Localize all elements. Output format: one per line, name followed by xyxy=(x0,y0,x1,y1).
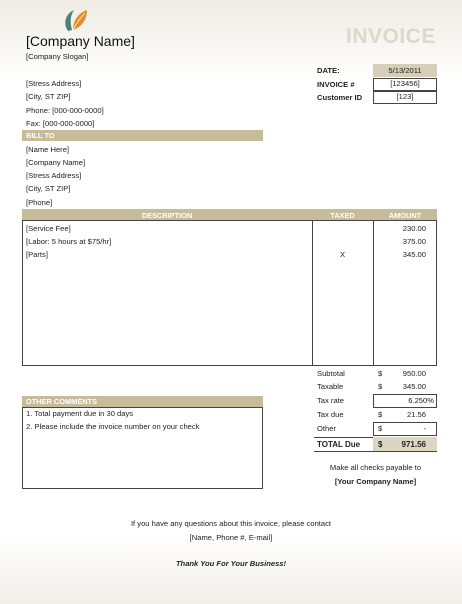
date-value: 5/13/2011 xyxy=(373,64,437,77)
bill-to-line: [Company Name] xyxy=(26,158,86,167)
footer-thanks: Thank You For Your Business! xyxy=(175,559,287,568)
column-divider xyxy=(312,220,313,366)
subtotal-currency: $ xyxy=(378,369,383,378)
other-value: - xyxy=(423,424,426,433)
company-phone: Phone: [000-000-0000] xyxy=(26,106,104,115)
other-comments-box xyxy=(22,407,263,489)
subtotal-value: 950.00 xyxy=(402,369,426,378)
invoice-number-label: INVOICE # xyxy=(317,80,355,89)
other-label: Other xyxy=(317,424,336,433)
bill-to-line: [City, ST ZIP] xyxy=(26,184,71,193)
total-due-label: TOTAL Due xyxy=(317,440,361,449)
item-amount: 345.00 xyxy=(402,250,426,259)
bill-to-label: BILL TO xyxy=(26,131,55,140)
item-description: [Parts] xyxy=(26,250,48,259)
subtotal-label: Subtotal xyxy=(317,369,345,378)
item-taxed: X xyxy=(339,250,346,259)
customer-id-value: [123] xyxy=(396,92,414,101)
company-name: [Company Name] xyxy=(26,33,135,49)
other-currency: $ xyxy=(378,424,383,433)
date-label: DATE: xyxy=(317,66,340,75)
payable-company: [Your Company Name] xyxy=(334,477,417,486)
company-address-line: [City, ST ZIP] xyxy=(26,92,71,101)
taxed-header: TAXED xyxy=(330,211,355,220)
invoice-number-value: [123456] xyxy=(390,79,420,88)
customer-id-label: Customer ID xyxy=(317,93,363,102)
taxable-label: Taxable xyxy=(317,382,344,391)
item-amount: 230.00 xyxy=(402,224,426,233)
tax-rate-value: 6.250% xyxy=(408,396,434,405)
description-header: DESCRIPTION xyxy=(141,211,193,220)
bill-to-line: [Stress Address] xyxy=(26,171,82,180)
tax-rate-label: Tax rate xyxy=(317,396,345,405)
taxable-value: 345.00 xyxy=(402,382,426,391)
item-description: [Labor: 5 hours at $75/hr] xyxy=(26,237,112,246)
comment-line: 2. Please include the invoice number on your check xyxy=(26,422,200,431)
bill-to-header xyxy=(22,130,263,141)
total-due-value: 971.56 xyxy=(401,440,426,449)
tax-due-label: Tax due xyxy=(317,410,344,419)
comment-line: 1. Total payment due in 30 days xyxy=(26,409,134,418)
tax-due-currency: $ xyxy=(378,410,383,419)
bill-to-line: [Phone] xyxy=(26,198,53,207)
item-amount: 375.00 xyxy=(402,237,426,246)
leaf-logo-icon xyxy=(60,6,90,34)
bill-to-line: [Name Here] xyxy=(26,145,70,154)
footer-contact: [Name, Phone #, E-mail] xyxy=(189,533,273,542)
item-description: [Service Fee] xyxy=(26,224,71,233)
taxable-currency: $ xyxy=(378,382,383,391)
total-due-currency: $ xyxy=(378,440,383,449)
footer-question: If you have any questions about this invoice, please contact xyxy=(130,519,332,528)
company-slogan: [Company Slogan] xyxy=(26,52,89,61)
total-rule xyxy=(314,451,437,452)
company-fax: Fax: [000-000-0000] xyxy=(26,119,95,128)
other-comments-header xyxy=(22,396,263,407)
payable-note: Make all checks payable to xyxy=(329,463,422,472)
amount-header: AMOUNT xyxy=(388,211,422,220)
company-address-line: [Stress Address] xyxy=(26,79,82,88)
invoice-title: INVOICE xyxy=(346,25,436,48)
tax-due-value: 21.56 xyxy=(406,410,426,419)
other-comments-label: OTHER COMMENTS xyxy=(26,397,98,406)
